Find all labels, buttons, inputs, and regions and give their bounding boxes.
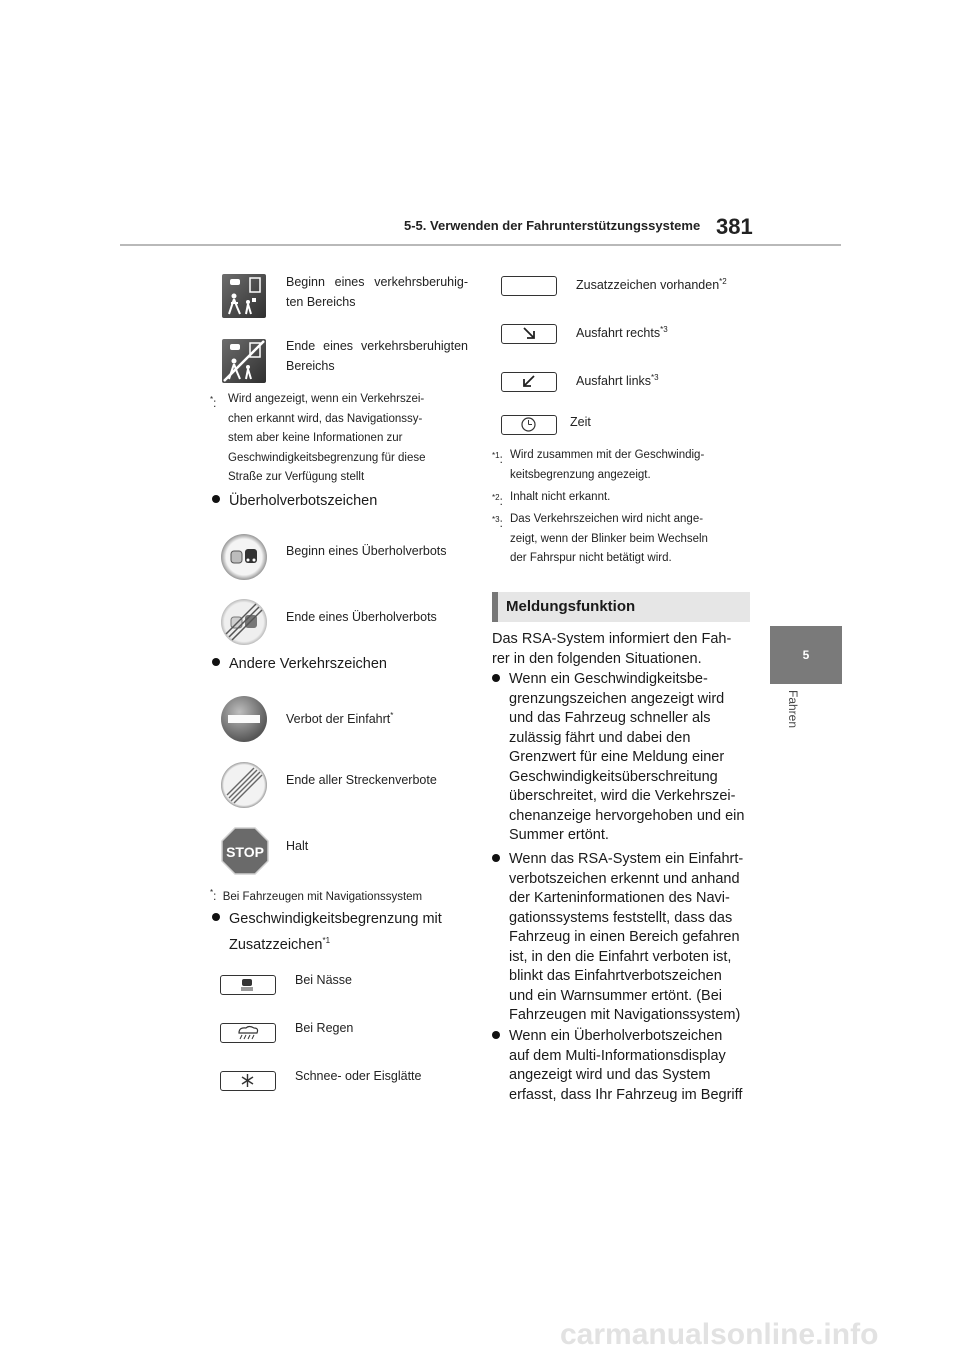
bullet-icon [212, 658, 220, 666]
plate-label: Schnee- oder Eisglätte [295, 1069, 422, 1083]
snowflake-icon [220, 1071, 276, 1091]
sign-label: Ende aller Streckenverbote [286, 773, 437, 787]
plate-label: Bei Regen [295, 1021, 354, 1035]
bullet-icon [492, 671, 509, 689]
footnote-mark: $^{*3}$: [492, 515, 503, 530]
sign-label: Beginn eines verkehrsberuhig- [286, 275, 468, 289]
list-item: Wenn ein Geschwindigkeitsbe- grenzungszeichen angezeigt wird und das Fahrzeug schneller als zulässig fährt und dabei den Grenzwert für eine Meldung einer Geschwindigkeitsüberschreitung überschreitet, wird die Verkehrszei- chenanzeige hervorgehoben und ein Summer ertönt. [509, 671, 745, 843]
exit-left-arrow-icon [501, 372, 557, 392]
sign-label: Ende eines Überholverbots [286, 610, 437, 624]
footnote-line: Wird angezeigt, wenn ein Verkehrszei- [228, 393, 425, 405]
bullet-icon [212, 913, 220, 921]
clock-icon [501, 415, 557, 435]
footnote-line: Inhalt nicht erkannt. [510, 491, 611, 503]
end-no-overtaking-icon [221, 599, 267, 645]
footnote-mark: *: [210, 395, 217, 410]
footnote: *: Bei Fahrzeugen mit Navigationssystem [210, 888, 423, 903]
end-all-restrictions-icon [221, 762, 267, 808]
footnote-mark: $^{*2}$: [492, 493, 503, 508]
footnote-line: stem aber keine Informationen zur [228, 432, 403, 444]
sign-label: Beginn eines Überholverbots [286, 544, 447, 558]
section-heading: Meldungsfunktion [492, 592, 750, 622]
footnote-line: zeigt, wenn der Blinker beim Wechseln [510, 532, 708, 545]
paragraph-line: rer in den folgenden Situationen. [492, 650, 702, 667]
paragraph-line: Das RSA-System informiert den Fah- [492, 631, 732, 647]
bullet-icon [492, 1028, 509, 1046]
bullet-icon [492, 851, 509, 869]
bullet-icon [212, 495, 220, 503]
plate-label: Ausfahrt rechts$^{*3}$ [576, 325, 668, 341]
footnote-line: Geschwindigkeitsbegrenzung für diese [228, 451, 426, 464]
sign-label: ten Bereichs [286, 295, 356, 309]
sign-label: Bereichs [286, 359, 335, 373]
rain-icon [220, 1023, 276, 1043]
footnote-mark: $^{*1}$: [492, 451, 503, 466]
blank-plate-icon [501, 276, 557, 296]
plate-label: Bei Nässe [295, 973, 352, 987]
list-item: Wenn das RSA-System ein Einfahrt- verbotszeichen erkennt und anhand der Karteninformationen des Navi- gationssystems feststellt, dass das Fahrzeug in einen Bereich gefahren ist, in den die Einfahrt verboten ist, blinkt das Einfahrtverbotszeichen und ein Warnsummer ertönt. (Bei Fahrzeugen mit Navigationssystem) [509, 851, 744, 1023]
page-number: 381 [716, 214, 753, 239]
footnote-line: der Fahrspur nicht betätigt wird. [510, 552, 672, 564]
bullet-heading: Andere Verkehrszeichen [212, 656, 387, 672]
sign-label: Ende eines verkehrsberuhigten [286, 339, 468, 353]
footnote-line: chen erkannt wird, das Navigationssy- [228, 412, 423, 425]
footnote-line: Straße zur Verfügung stellt [228, 471, 365, 483]
list-item: Wenn ein Überholverbotszeichen auf dem Multi-Informationsdisplay angezeigt wird und das System erfasst, dass Ihr Fahrzeug im Begriff [509, 1028, 743, 1103]
traffic-calming-zone-end-icon [222, 339, 266, 383]
footnote-line: Wird zusammen mit der Geschwindig- [510, 449, 705, 461]
bullet-heading: Überholverbotszeichen [212, 493, 377, 509]
watermark: carmanualsonline.info [560, 1318, 879, 1351]
plate-label: Zeit [570, 415, 591, 429]
header-divider [120, 244, 841, 246]
sign-label: Verbot der Einfahrt* [286, 711, 394, 727]
wet-road-icon [220, 975, 276, 995]
chapter-tab-label: Fahren [786, 690, 800, 729]
footnote-line: keitsbegrenzung angezeigt. [510, 468, 651, 481]
no-entry-icon [221, 696, 267, 742]
chapter-tab[interactable]: 5 [770, 626, 842, 684]
no-overtaking-icon [221, 534, 267, 580]
svg-text:STOP: STOP [226, 844, 264, 860]
section-header: 5-5. Verwenden der Fahrunterstützungssysteme [404, 218, 701, 233]
plate-label: Zusatzzeichen vorhanden$^{*2}$ [576, 277, 727, 293]
sign-label: Halt [286, 839, 309, 853]
footnote-line: Das Verkehrszeichen wird nicht ange- [510, 513, 704, 525]
exit-right-arrow-icon [501, 324, 557, 344]
stop-sign-icon [221, 827, 269, 875]
traffic-calming-zone-start-icon [222, 274, 266, 318]
plate-label: Ausfahrt links$^{*3}$ [576, 373, 659, 389]
bullet-heading: Geschwindigkeitsbegrenzung mit Zusatzzeichen$^{*1}$ [212, 908, 442, 956]
